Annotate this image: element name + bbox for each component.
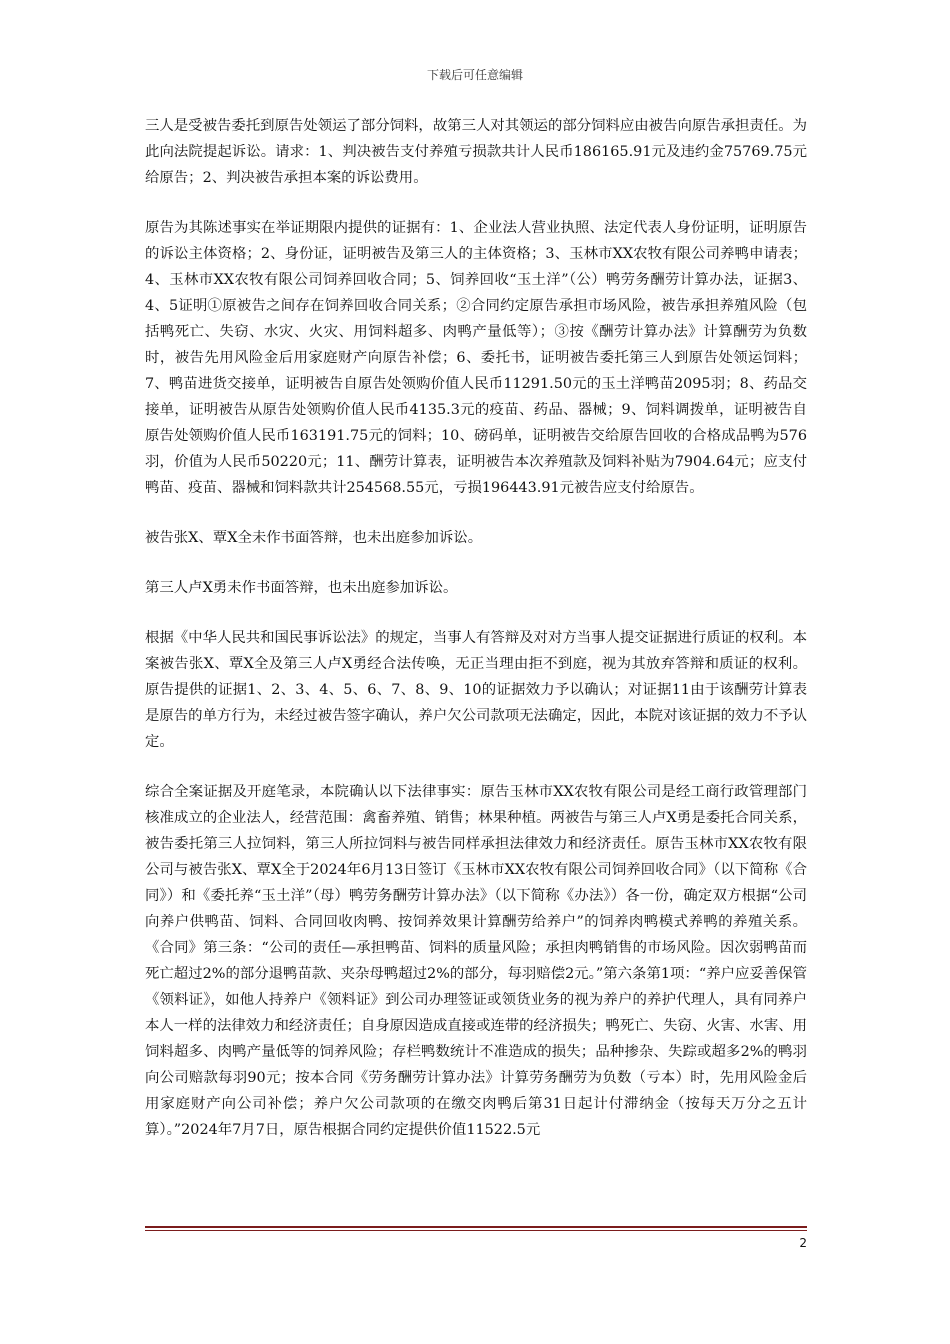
paragraph-evidence-review: 根据《中华人民共和国民事诉讼法》的规定，当事人有答辩及对对方当事人提交证据进行质证的权利。本案被告张X、覃X全及第三人卢X勇经合法传唤，无正当理由拒不到庭，视为其放弃答辩和质证的权利。原告提供的证据1、2、3、4、5、6、7、8、9、10的证据效力予以确认；对证据11由于该酬劳计算表是原告的单方行为，未经过被告签字确认，养户欠公司款项无法确定，因此，本院对该证据的效力不予认定。 [145, 630, 807, 750]
page-header: 下载后可任意编辑 [426, 68, 523, 82]
footer-rule-thick [145, 1226, 807, 1228]
paragraph-third-party-absent: 第三人卢X勇未作书面答辩，也未出庭参加诉讼。 [145, 580, 458, 596]
page-number: 2 [799, 1236, 807, 1250]
paragraph-defendants-absent: 被告张X、覃X全未作书面答辩，也未出庭参加诉讼。 [145, 530, 483, 546]
paragraph-claims: 三人是受被告委托到原告处领运了部分饲料，故第三人对其领运的部分饲料应由被告向原告承担责任。为此向法院提起诉讼。请求：1、判决被告支付养殖亏损款共计人民币186165.91元及违约金75769.75元给原告；2、判决被告承担本案的诉讼费用。 [145, 118, 807, 186]
footer-rule-thin [145, 1230, 807, 1231]
document-body [145, 113, 807, 1167]
paragraph-evidence: 原告为其陈述事实在举证期限内提供的证据有：1、企业法人营业执照、法定代表人身份证明，证明原告的诉讼主体资格；2、身份证，证明被告及第三人的主体资格；3、玉林市XX农牧有限公司养鸭申请表；4、玉林市XX农牧有限公司饲养回收合同；5、饲养回收“玉土洋”（公）鸭劳务酬劳计算办法，证据3、4、5证明①原被告之间存在饲养回收合同关系；②合同约定原告承担市场风险，被告承担养殖风险（包括鸭死亡、失窃、水灾、火灾、用饲料超多、肉鸭产量低等）；③按《酬劳计算办法》计算酬劳为负数时，被告先用风险金后用家庭财产向原告补偿；6、委托书，证明被告委托第三人到原告处领运饲料；7、鸭苗进货交接单，证明被告自原告处领购价值人民币11291.50元的玉土洋鸭苗2095羽；8、药品交接单，证明被告从原告处领购价值人民币4135.3元的疫苗、药品、器械；9、饲料调拨单，证明被告自原告处领购价值人民币163191.75元的饲料；10、磅码单，证明被告交给原告回收的合格成品鸭为576羽，价值为人民币50220元；11、酬劳计算表，证明被告本次养殖款及饲料补贴为7904.64元；应支付鸭苗、疫苗、器械和饲料款共计254568.55元，亏损196443.91元被告应支付给原告。 [145, 220, 807, 496]
paragraph-facts: 综合全案证据及开庭笔录，本院确认以下法律事实：原告玉林市XX农牧有限公司是经工商行政管理部门核准成立的企业法人，经营范围：禽畜养殖、销售；林果种植。两被告与第三人卢X勇是委托合同关系，被告委托第三人拉饲料，第三人所拉饲料与被告同样承担法律效力和经济责任。原告玉林市XX农牧有限公司与被告张X、覃X全于2024年6月13日签订《玉林市XX农牧有限公司饲养回收合同》（以下简称《合同》）和《委托养“玉土洋”（母）鸭劳务酬劳计算办法》（以下简称《办法》）各一份，确定双方根据“公司向养户供鸭苗、饲料、合同回收肉鸭、按饲养效果计算酬劳给养户”的饲养肉鸭模式养鸭的养殖关系。《合同》第三条：“公司的责任—承担鸭苗、饲料的质量风险；承担肉鸭销售的市场风险。因次弱鸭苗而死亡超过2%的部分退鸭苗款、夹杂母鸭超过2%的部分，每羽赔偿2元。”第六条第1项：“养户应妥善保管《领料证》，如他人持养户《领料证》到公司办理签证或领货业务的视为养户的养护代理人，具有同养户本人一样的法律效力和经济责任；自身原因造成直接或连带的经济损失；鸭死亡、失窃、火害、水害、用饲料超多、肉鸭产量低等的饲养风险；存栏鸭数统计不准造成的损失；品种掺杂、失踪或超多2%的鸭羽向公司赔款每羽90元；按本合同《劳务酬劳计算办法》计算劳务酬劳为负数（亏本）时，先用风险金后用家庭财产向公司补偿；养户欠公司款项的在缴交肉鸭后第31日起计付滞纳金（按每天万分之五计算）。”2024年7月7日，原告根据合同约定提供价值11522.5元 [145, 784, 807, 1138]
